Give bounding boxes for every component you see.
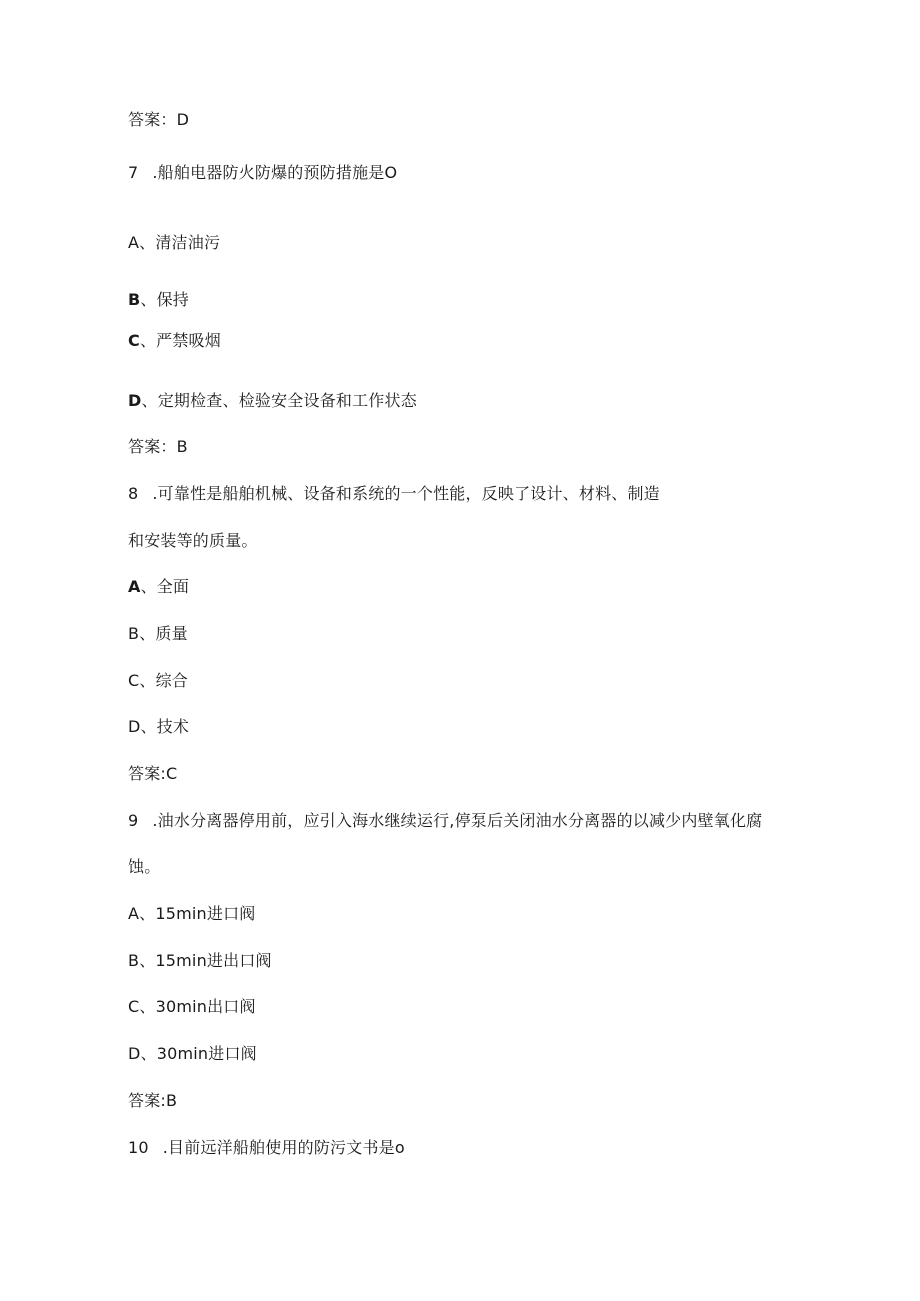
q7-number: 7: [128, 163, 139, 182]
q9-answer: 答案:B: [128, 1091, 178, 1110]
q7-option-c: C、严禁吸烟: [128, 331, 221, 350]
q7-option-d: D、定期检查、检验安全设备和工作状态: [128, 391, 417, 410]
q10-number: 10: [128, 1138, 149, 1157]
q9-stem-line2: 蚀。: [128, 857, 161, 876]
q6-answer: 答案：D: [128, 110, 190, 129]
q8-stem-line2: 和安装等的质量。: [128, 531, 258, 550]
q8-option-c: C、综合: [128, 671, 188, 690]
q8-option-a: A、全面: [128, 577, 190, 596]
q9-stem-line1: [128, 811, 762, 831]
q9-option-c: C、30min出口阀: [128, 997, 256, 1016]
q9-option-b: B、15min进出口阀: [128, 951, 272, 970]
q7-option-a: A、清洁油污: [128, 233, 221, 252]
q7-stem: [128, 163, 397, 183]
q9-stem-text: .油水分离器停用前，应引入海水继续运行,停泵后关闭油水分离器的以减少内壁氧化腐: [152, 811, 763, 830]
q7-answer: 答案：B: [128, 437, 188, 456]
q8-option-b: B、质量: [128, 624, 188, 643]
q10-stem: [128, 1138, 405, 1158]
q9-option-d: D、30min进口阀: [128, 1044, 257, 1063]
q7-stem-text: .船舶电器防火防爆的预防措施是O: [152, 163, 398, 182]
q8-stem-text: .可靠性是船舶机械、设备和系统的一个性能，反映了设计、材料、制造: [152, 484, 660, 503]
q9-option-a: A、15min进口阀: [128, 904, 256, 923]
q8-option-d: D、技术: [128, 717, 190, 736]
q10-stem-text: .目前远洋船舶使用的防污文书是o: [162, 1138, 405, 1157]
q7-option-b: B、保持: [128, 290, 190, 309]
q9-number: 9: [128, 811, 139, 830]
q8-number: 8: [128, 484, 139, 503]
q8-answer: 答案:C: [128, 764, 178, 783]
q8-stem-line1: [128, 484, 660, 504]
